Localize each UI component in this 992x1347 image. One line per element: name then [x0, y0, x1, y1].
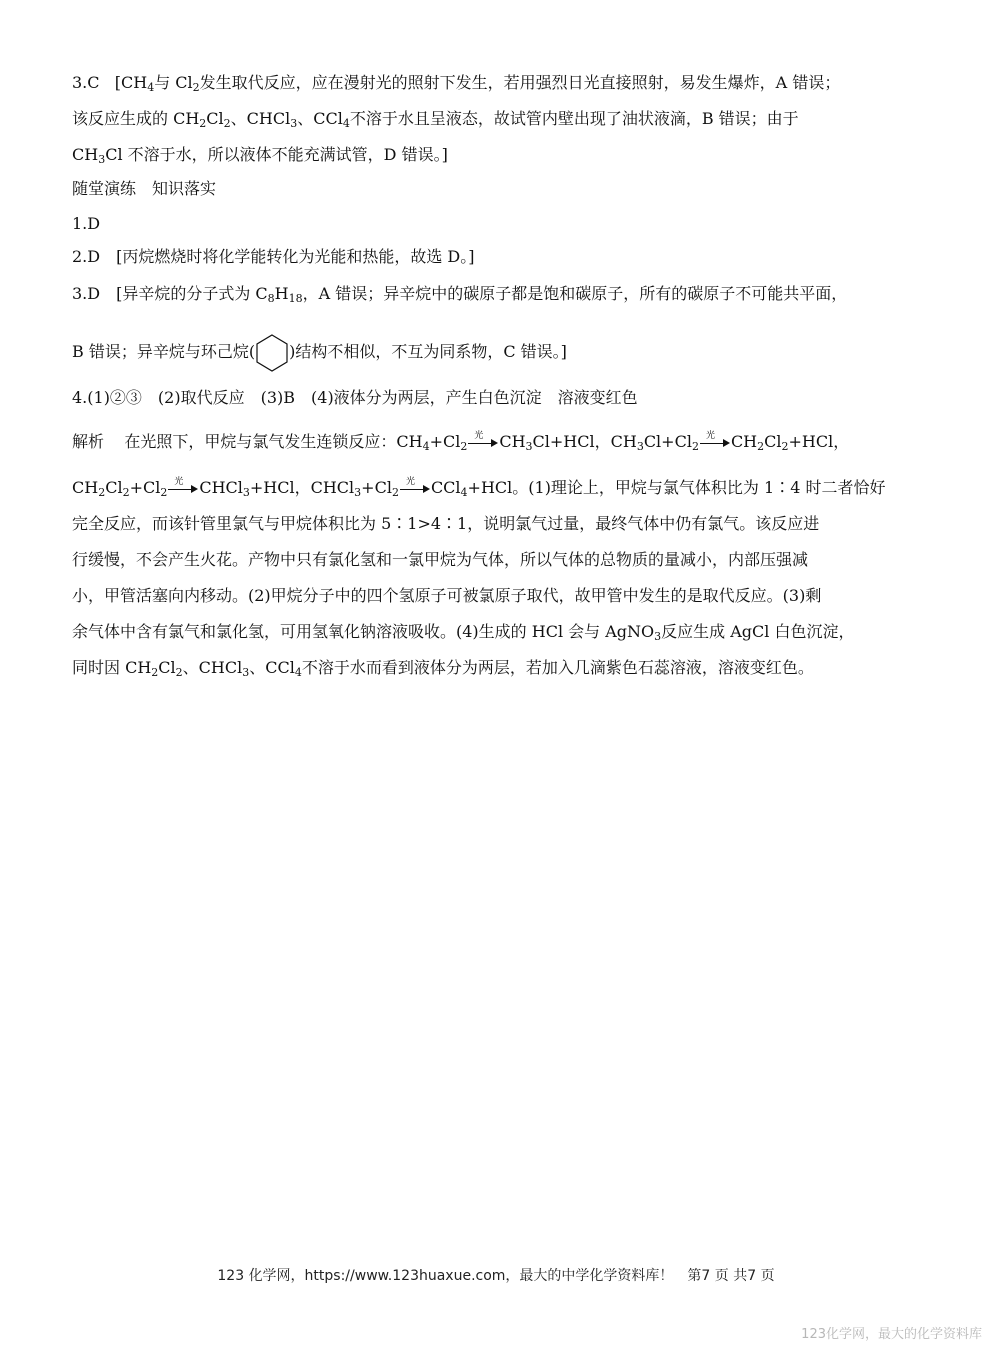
- analysis-line-5: 小，甲管活塞向内移动。(2)甲烷分子中的四个氢原子可被氯原子取代，故甲管中发生的是取代反应。(3)剩: [72, 586, 822, 605]
- reaction-arrow-icon: 光: [400, 483, 430, 493]
- watermark: 123化学网，最大的化学资料库: [801, 1327, 982, 1342]
- q3-line-1: 3.C [$CH_4$与 $Cl_2$发生取代反应，应在漫射光的照射下发生，若用强烈日光直接照射，易发生爆炸，A 错误；: [72, 73, 841, 94]
- reaction-arrow-icon: 光: [168, 483, 198, 493]
- page-footer: 123 化学网，https://www.123huaxue.com，最大的中学化学资料库！ 第7 页 共7 页: [217, 1268, 775, 1284]
- analysis-line-2: $CH_2Cl_2+Cl_2$ 光 CHCl$_3$+HCl，$CHCl_3+Cl_2$ 光 CCl$_4$+HCl。(1)理论上，甲烷与氯气体积比为 1∶4 时二者恰好: [72, 477, 886, 499]
- cyclohexane-structure-icon: [255, 333, 289, 373]
- q3-line-3: $CH_3Cl$ 不溶于水，所以液体不能充满试管，D 错误。]: [72, 145, 448, 166]
- q3-line-2: 该反应生成的 $CH_2Cl_2$、CHCl$_3$、CCl$_4$不溶于水且呈液态，故试管内壁出现了油状液滴，B 错误；由于: [72, 109, 799, 130]
- analysis-line-6: 余气体中含有氯气和氯化氢，可用氢氧化钠溶液吸收。(4)生成的 HCl 会与 AgNO$_3$反应生成 AgCl 白色沉淀，: [72, 622, 855, 643]
- reaction-arrow-icon: 光: [468, 437, 498, 447]
- analysis-line-3: 完全反应，而该针管里氯气与甲烷体积比为 5∶1>4∶1，说明氯气过量，最终气体中仍有氯气。该反应进: [72, 514, 820, 533]
- reaction-arrow-icon: 光: [700, 437, 730, 447]
- answer-2: 2.D [丙烷燃烧时将化学能转化为光能和热能，故选 D。]: [72, 247, 475, 266]
- answer-1: 1.D: [72, 214, 101, 233]
- section-title: 随堂演练 知识落实: [72, 179, 217, 198]
- analysis-line-7: 同时因 $CH_2Cl_2$、CHCl$_3$、CCl$_4$不溶于水而看到液体分为两层，若加入几滴紫色石蕊溶液，溶液变红色。: [72, 658, 814, 679]
- answer-4: 4.(1)②③ (2)取代反应 (3)B (4)液体分为两层，产生白色沉淀 溶液变红色: [72, 388, 638, 407]
- answer-3-line-1: 3.D [异辛烷的分子式为 $C_8H_{18}$，A 错误；异辛烷中的碳原子都是饱和碳原子，所有的碳原子不可能共平面，: [72, 284, 848, 305]
- answer-3-line-2: B 错误；异辛烷与环己烷( )结构不相似，不互为同系物，C 错误。]: [72, 330, 567, 374]
- analysis-label: 解析: [72, 432, 105, 451]
- analysis-line-1: 解析 在光照下，甲烷与氯气发生连锁反应：$CH_4+Cl_2$ 光 $CH_3Cl+HCl$，$CH_3Cl+Cl_2$ 光 $CH_2Cl_2+HCl$，: [72, 431, 850, 453]
- analysis-line-4: 行缓慢，不会产生火花。产物中只有氯化氢和一氯甲烷为气体，所以气体的总物质的量减小，内部压强减: [72, 550, 809, 569]
